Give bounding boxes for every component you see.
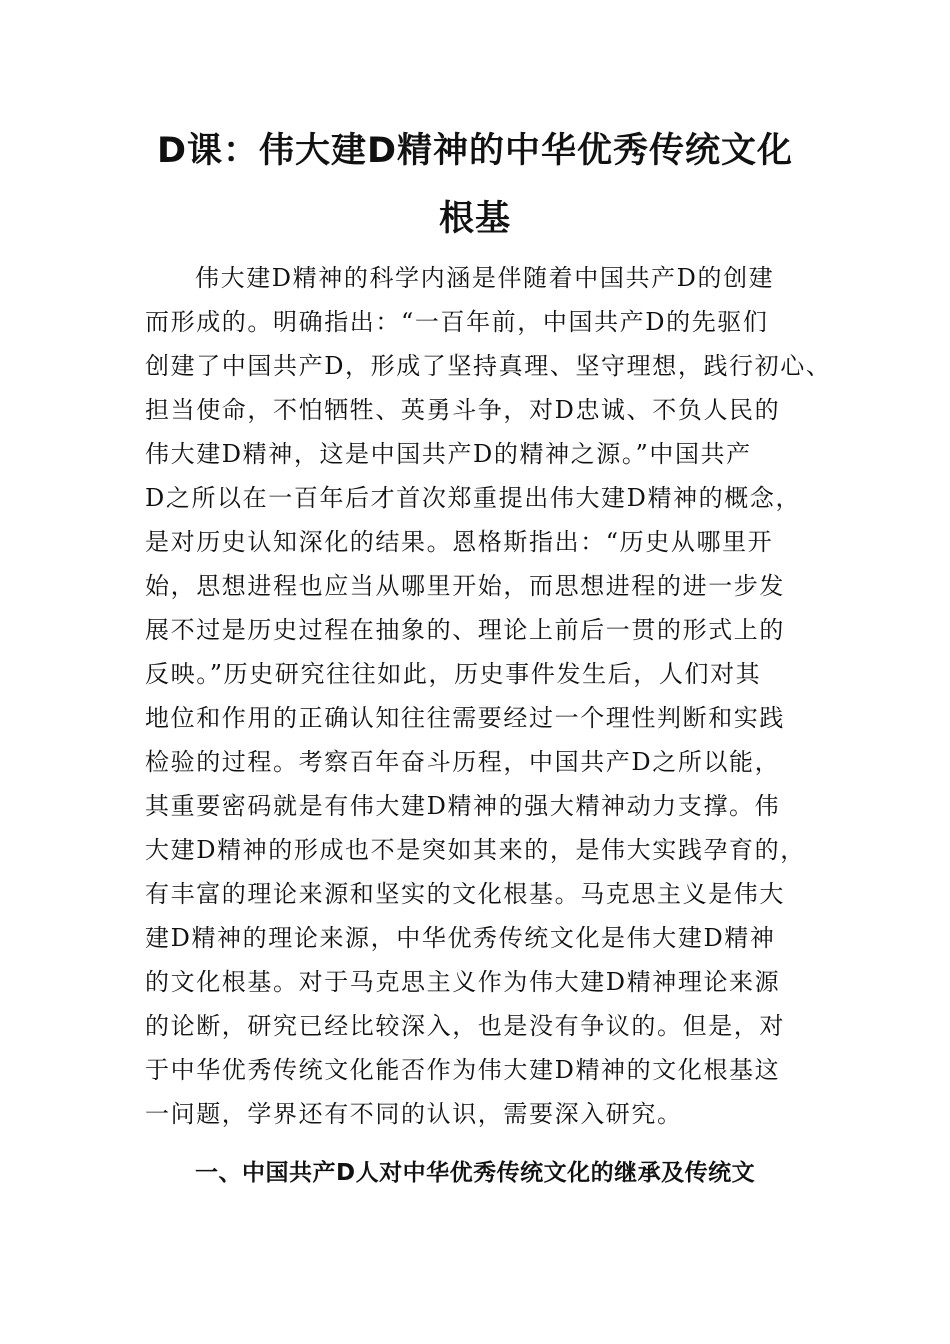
paragraph-line: 地位和作用的正确认知往往需要经过一个理性判断和实践: [145, 704, 785, 732]
paragraph-line: 大建D精神的形成也不是突如其来的，是伟大实践孕育的，: [145, 836, 806, 864]
document-title-line-2: 根基: [438, 199, 511, 239]
paragraph-line: 其重要密码就是有伟大建D精神的强大精神动力支撑。伟: [145, 792, 781, 820]
body-paragraph: [145, 256, 832, 1136]
paragraph-line: 而形成的。明确指出：“一百年前，中国共产D的先驱们: [145, 308, 769, 336]
paragraph-line: 反映。”历史研究往往如此，历史事件发生后，人们对其: [145, 660, 762, 688]
paragraph-line: D之所以在一百年后才首次郑重提出伟大建D精神的概念，: [145, 484, 802, 512]
paragraph-line: 伟大建D精神的科学内涵是伴随着中国共产D的创建: [195, 264, 775, 292]
paragraph-line: 创建了中国共产D，形成了坚持真理、坚守理想，践行初心、: [145, 352, 832, 380]
paragraph-line: 伟大建D精神，这是中国共产D的精神之源。”中国共产: [145, 440, 752, 468]
paragraph-line: 一问题，学界还有不同的认识，需要深入研究。: [145, 1100, 683, 1128]
paragraph-line: 检验的过程。考察百年奋斗历程，中国共产D之所以能，: [145, 748, 781, 776]
paragraph-line: 有丰富的理论来源和坚实的文化根基。马克思主义是伟大: [145, 880, 785, 908]
paragraph-line: 展不过是历史过程在抽象的、理论上前后一贯的形式上的: [145, 616, 785, 644]
paragraph-line: 始，思想进程也应当从哪里开始，而思想进程的进一步发: [145, 572, 785, 600]
paragraph-line: 建D精神的理论来源，中华优秀传统文化是伟大建D精神: [145, 924, 776, 952]
paragraph-line: 于中华优秀传统文化能否作为伟大建D精神的文化根基这: [145, 1056, 781, 1084]
section-heading: 一、中国共产D人对中华优秀传统文化的继承及传统文: [195, 1160, 756, 1186]
paragraph-line: 是对历史认知深化的结果。恩格斯指出：“历史从哪里开: [145, 528, 774, 556]
document-title-line-1: D课：伟大建D精神的中华优秀传统文化: [156, 131, 794, 171]
paragraph-line: 的论断，研究已经比较深入，也是没有争议的。但是，对: [145, 1012, 785, 1040]
paragraph-line: 担当使命，不怕牺牲、英勇斗争，对D忠诚、不负人民的: [145, 396, 781, 424]
paragraph-line: 的文化根基。对于马克思主义作为伟大建D精神理论来源: [145, 968, 781, 996]
